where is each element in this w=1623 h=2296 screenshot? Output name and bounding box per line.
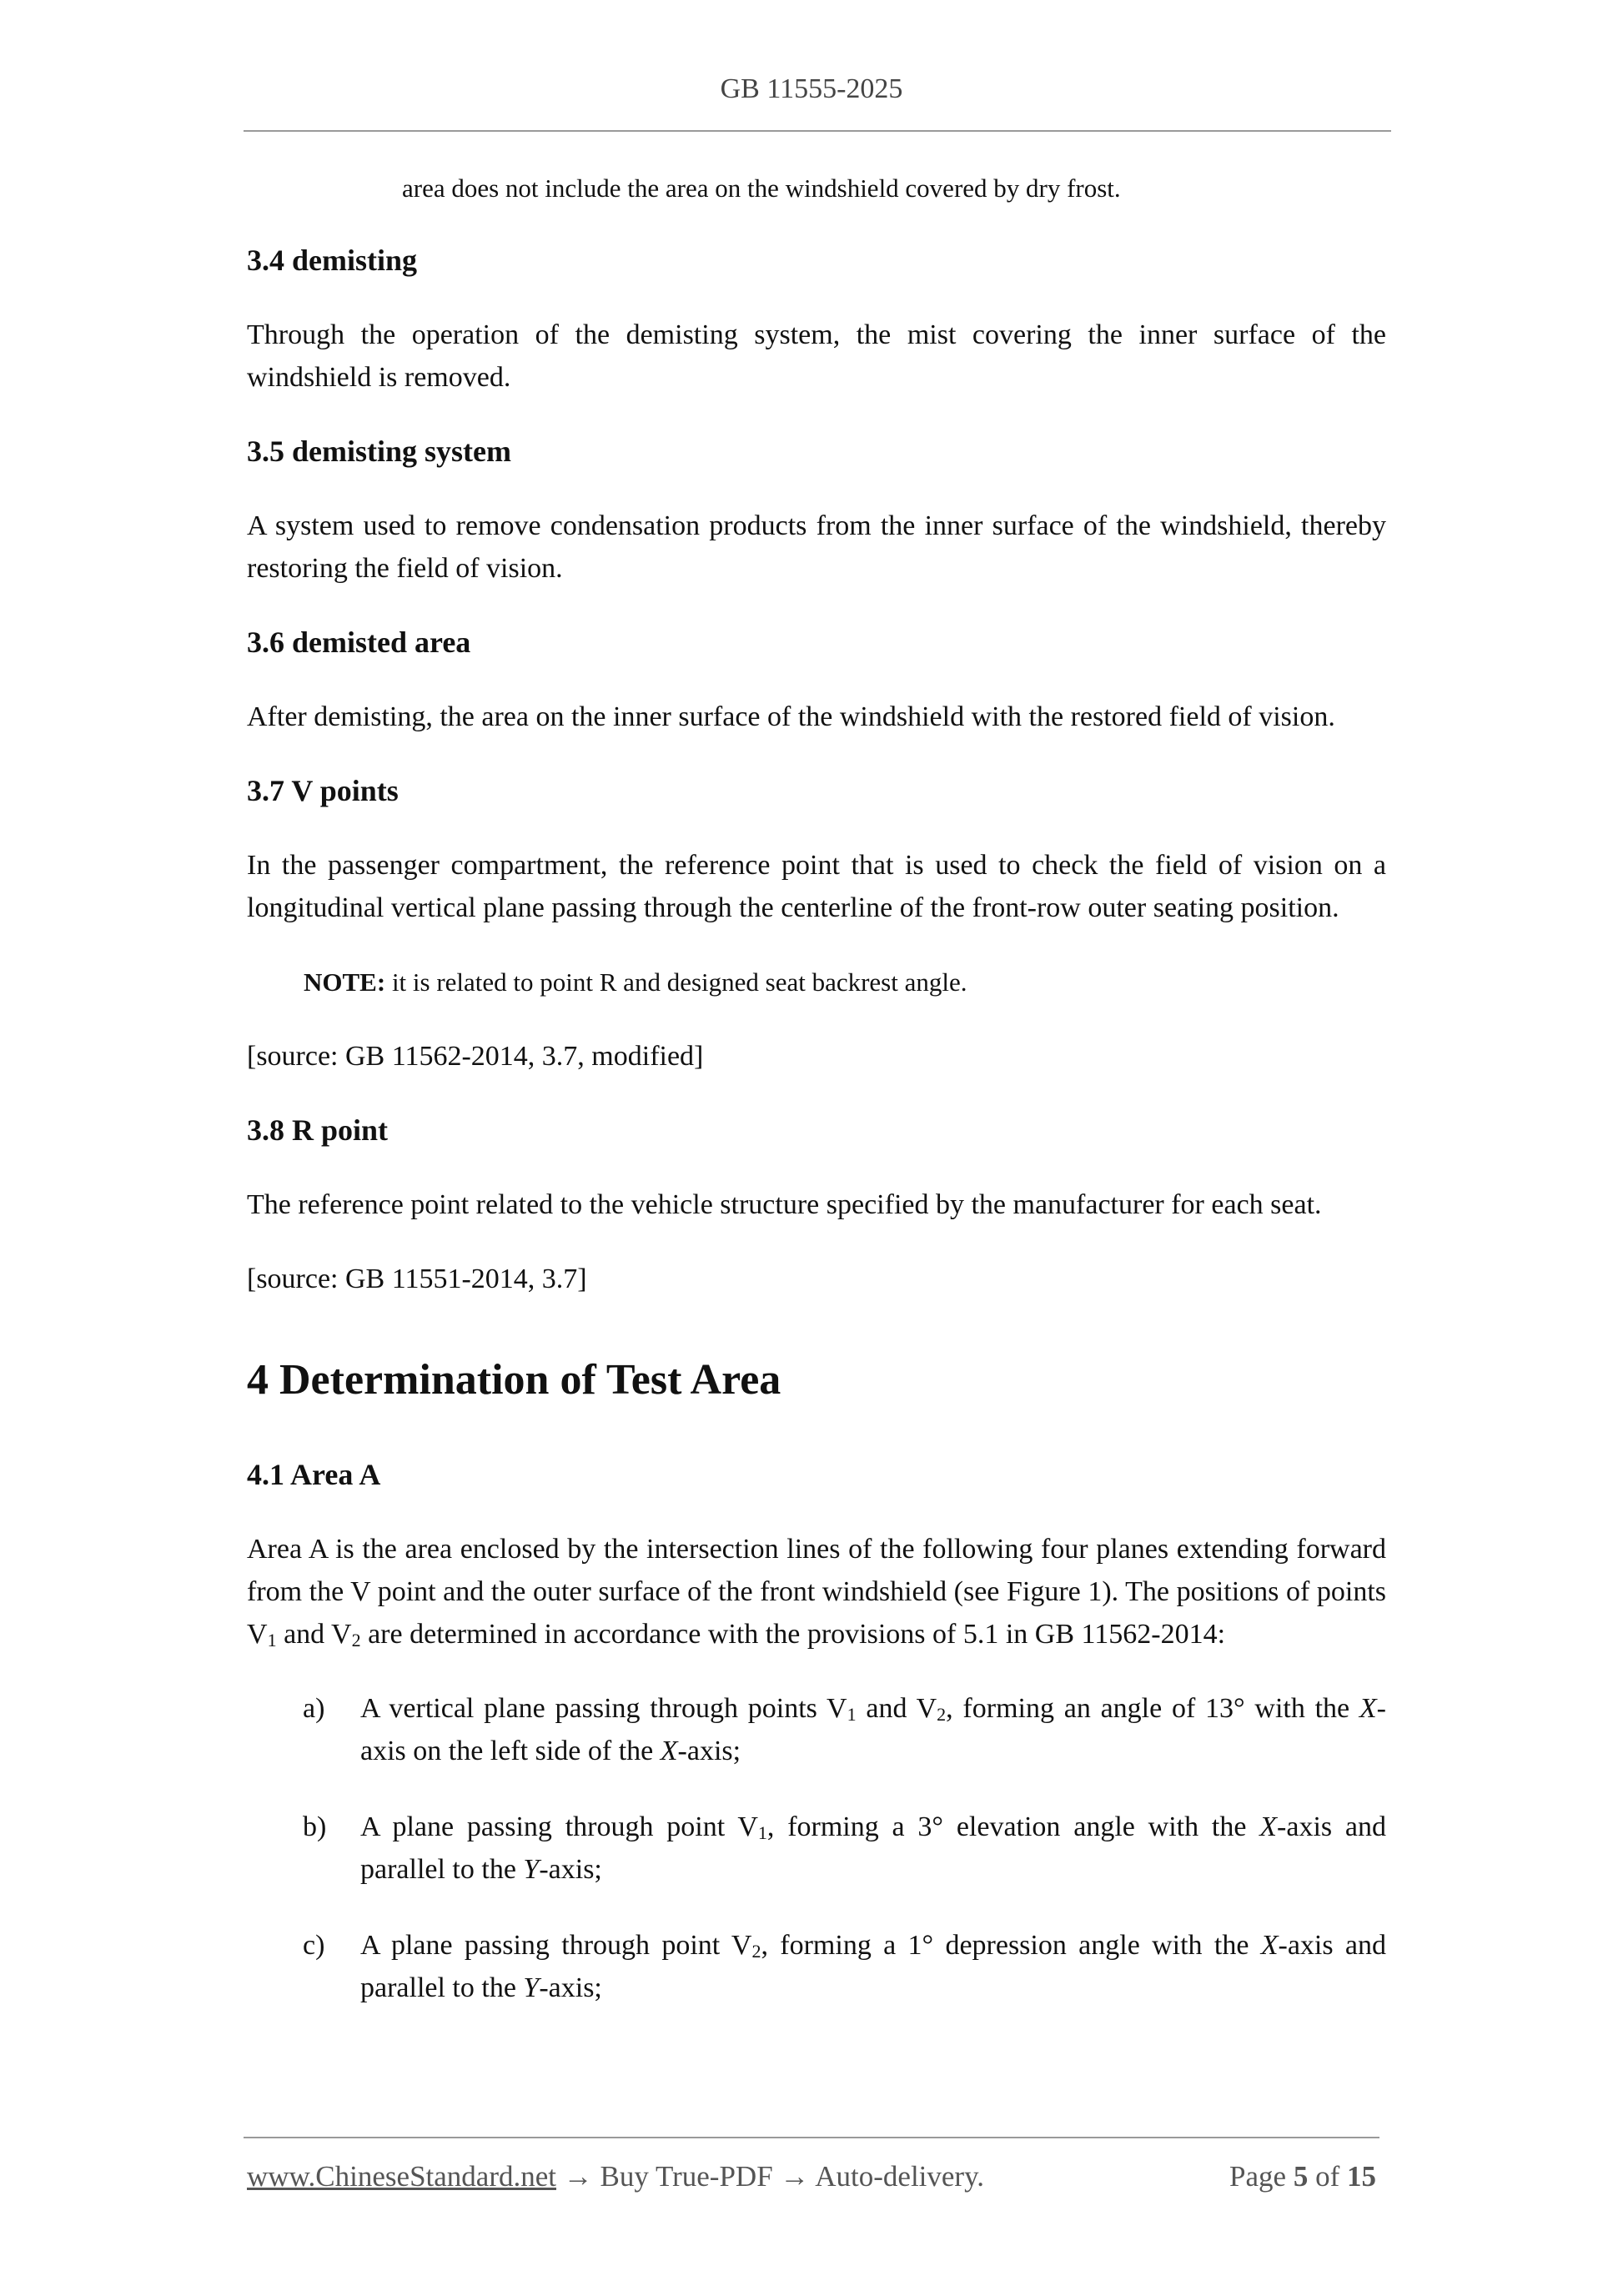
total-pages: 15 — [1347, 2160, 1376, 2193]
arrow-icon: → — [556, 2160, 600, 2193]
section-heading-3-4: 3.4 demisting — [247, 244, 418, 277]
section-heading-3-7: 3.7 V points — [247, 774, 399, 807]
arrow-icon: → — [772, 2160, 816, 2193]
chapter-heading-4: 4 Determination of Test Area — [247, 1356, 781, 1404]
list-item — [247, 1687, 1386, 1772]
list-marker: c) — [303, 1930, 325, 1961]
note-label: NOTE: — [304, 967, 386, 997]
list-marker: b) — [303, 1811, 327, 1842]
continuation-text: area does not include the area on the windshield covered by dry frost. — [402, 173, 1121, 203]
source-citation-3-8: [source: GB 11551-2014, 3.7] — [247, 1264, 587, 1294]
footer-divider — [244, 2137, 1379, 2138]
note — [247, 961, 1386, 1003]
section-heading-3-6: 3.6 demisted area — [247, 625, 471, 659]
list-item-text: A plane passing through point $V_1$, forming a 3° elevation angle with the X-axis and parallel to the Y-axis; — [360, 1811, 1387, 1885]
list-item-text: A plane passing through point $V_2$, forming a 1° depression angle with the X-axis and parallel to the Y-axis; — [360, 1930, 1386, 2003]
header-divider — [244, 130, 1391, 132]
list-item — [247, 1806, 1386, 1891]
section-text-3-7: In the passenger compartment, the reference point that is used to check the field of vision on a longitudinal vertical plane passing through the centerline of the front-row outer seating position. — [247, 850, 1386, 923]
buy-pdf-text: Buy True-PDF — [600, 2160, 773, 2193]
auto-delivery-text: Auto-delivery. — [815, 2160, 985, 2193]
section-text-3-5: A system used to remove condensation products from the inner surface of the windshield, thereby restoring the field of vision. — [247, 510, 1386, 584]
website-link[interactable]: www.ChineseStandard.net — [247, 2160, 556, 2193]
list-item-text: A vertical plane passing through points $V_1$ and $V_2$, forming an angle of 13° with the X-axis on the left side of the X-axis; — [360, 1693, 1386, 1766]
note-text: it is related to point R and designed seat backrest angle. — [385, 967, 967, 997]
source-citation-3-7: [source: GB 11562-2014, 3.7, modified] — [247, 1041, 704, 1072]
section-text-3-8: The reference point related to the vehicle structure specified by the manufacturer for each seat. — [247, 1189, 1322, 1220]
section-heading-3-5: 3.5 demisting system — [247, 435, 511, 468]
list-marker: a) — [303, 1693, 325, 1724]
section-heading-4-1: 4.1 Area A — [247, 1458, 381, 1491]
section-text-3-4: Through the operation of the demisting system, the mist covering the inner surface of the windshield is removed. — [247, 319, 1386, 393]
list-item — [247, 1924, 1386, 2009]
plane-list — [247, 1687, 1386, 2009]
document-body — [247, 167, 1386, 2042]
section-text-4-1: Area A is the area enclosed by the intersection lines of the following four planes extending forward from the V point and the outer surface of the front windshield (see Figure 1). The positions of points $V_1$ and $V_2$ are determined in accordance with the provisions of 5.1 in GB 11562-2014: — [247, 1534, 1386, 1650]
section-heading-3-8: 3.8 R point — [247, 1113, 389, 1147]
section-text-3-6: After demisting, the area on the inner surface of the windshield with the restored field of vision. — [247, 701, 1335, 732]
page-header-title: GB 11555-2025 — [720, 73, 903, 104]
footer-promo — [247, 2160, 984, 2193]
current-page: 5 — [1293, 2160, 1309, 2193]
page-number: Page 5 of 15 — [1229, 2160, 1376, 2193]
